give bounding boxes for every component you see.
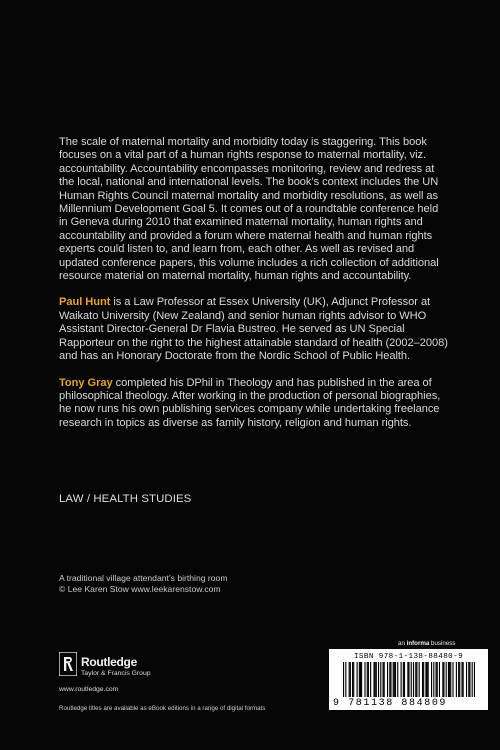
photo-caption: A traditional village attendant’s birthing room [59, 573, 228, 583]
informa-brand: informa [406, 640, 430, 647]
author-bio-paragraph [59, 296, 449, 363]
informa-business-label [398, 640, 455, 647]
author-bio: is a Law Professor at Essex University (UK), Adjunct Professor at Waikato University (New Zealand) and senior human rights advisor to WHO Assistant Director-General Dr Flavia Bustreo. He served as UN Special Rapporteur on the right to the highest attainable standard of health (2002–2008) and has an Honorary Doctorate from the Nordic School of Public Health. [59, 296, 448, 363]
barcode-icon [343, 662, 475, 697]
publisher-name: Routledge [81, 655, 137, 669]
routledge-logo-icon [59, 652, 77, 676]
photo-copyright: © Lee Karen Stow www.leekarenstow.com [59, 584, 221, 594]
author-name: Paul Hunt [59, 296, 111, 309]
blurb [59, 136, 449, 443]
publisher-website: www.routledge.com [59, 686, 119, 693]
description-paragraph: The scale of maternal mortality and morbidity today is staggering. This book focuses on a vital part of a human rights response to maternal mortality, viz. accountability. Accountability encompasses monitoring, review and redress at the local, national and international levels. The book’s context includes the UN Human Rights Council maternal mortality and morbidity resolutions, as well as Millennium Development Goal 5. It comes out of a roundtable conference held in Geneva during 2010 that examined maternal mortality, human rights and accountability and provided a forum where maternal health and human rights experts could listen to, and learn from, each other. As well as revised and updated conference papers, this volume includes a rich collection of additional resource material on maternal mortality, human rights and accountability. [59, 136, 439, 283]
author-bio: completed his DPhil in Theology and has published in the area of philosophical theology. After working in the production of personal biographies, he now runs his own publishing services company while undertaking freelance research in topics as diverse as family history, religion and human rights. [59, 376, 441, 429]
barcode-digits: 9 781138 884809 [333, 698, 448, 709]
author-name: Tony Gray [59, 376, 113, 389]
isbn-number: ISBN 978-1-138-88480-9 [353, 653, 464, 661]
ebook-note: Routledge titles are available as eBook editions in a range of digital formats [59, 705, 266, 712]
publisher-group: Taylor & Francis Group [81, 670, 151, 677]
isbn-barcode [329, 649, 488, 710]
informa-suffix: business [429, 640, 456, 647]
subject-category: LAW / HEALTH STUDIES [59, 493, 192, 505]
author-bio-paragraph [59, 377, 449, 431]
photo-credit [59, 573, 227, 595]
informa-prefix: an [398, 640, 407, 647]
